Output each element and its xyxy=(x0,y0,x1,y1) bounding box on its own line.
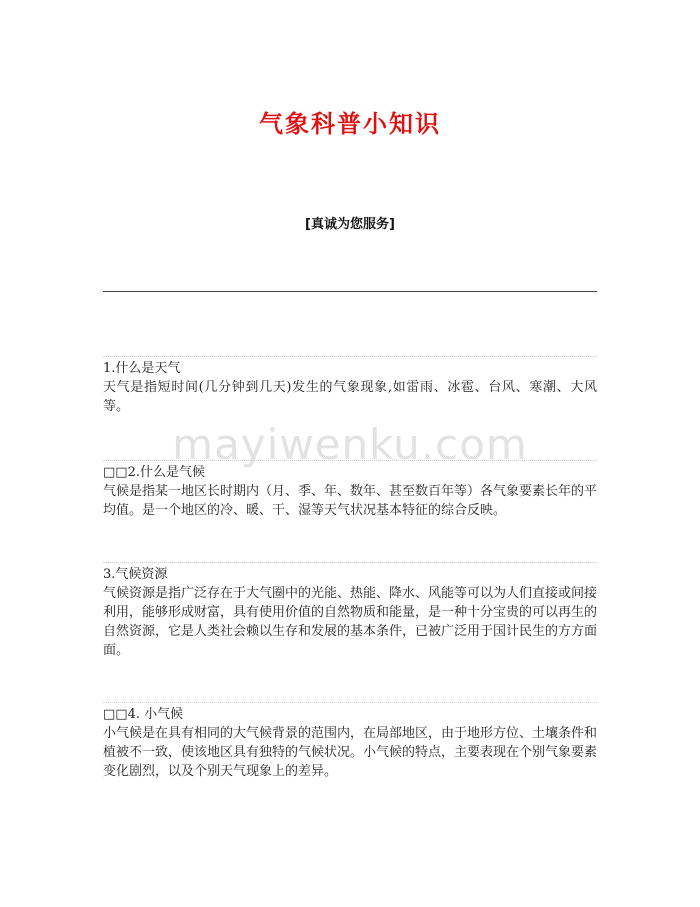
header-divider xyxy=(103,291,597,292)
section-heading: □□2.什么是气候 xyxy=(103,465,205,480)
section-divider xyxy=(103,562,597,563)
section-microclimate xyxy=(103,702,597,781)
section-divider xyxy=(103,460,597,461)
section-divider xyxy=(103,702,597,703)
watermark: mayiwenku.com xyxy=(172,420,528,469)
section-climate xyxy=(103,460,597,520)
section-divider xyxy=(103,356,597,357)
section-heading: 1.什么是天气 xyxy=(103,361,181,376)
section-weather xyxy=(103,356,597,416)
document-subtitle: [真诚为您服务] xyxy=(305,217,395,232)
section-heading: 3.气候资源 xyxy=(103,567,168,582)
section-heading: □□4. 小气候 xyxy=(103,707,184,722)
section-climate-resources xyxy=(103,562,597,660)
document-title: 气象科普小知识 xyxy=(259,109,441,138)
section-body: 天气是指短时间(几分钟到几天)发生的气象现象,如雷雨、冰雹、台风、寒潮、大风等。 xyxy=(103,380,597,414)
section-body: 气候资源是指广泛存在于大气圈中的光能、热能、降水、风能等可以为人们直接或间接利用，能够形成财富，具有使用价值的自然物质和能量，是一种十分宝贵的可以再生的自然资源，它是人类社会赖以生存和发展的基本条件，已被广泛用于国计民生的方方面面。 xyxy=(103,586,598,658)
section-body: 气候是指某一地区长时期内（月、季、年、数年、甚至数百年等）各气象要素长年的平均值。是一个地区的冷、暖、干、湿等天气状况基本特征的综合反映。 xyxy=(103,484,598,518)
section-body: 小气候是在具有相同的大气候背景的范围内，在局部地区，由于地形方位、土壤条件和植被不一致，使该地区具有独特的气候状况。小气候的特点，主要表现在个别气象要素变化剧烈，以及个别天气现象上的差异。 xyxy=(103,726,598,779)
